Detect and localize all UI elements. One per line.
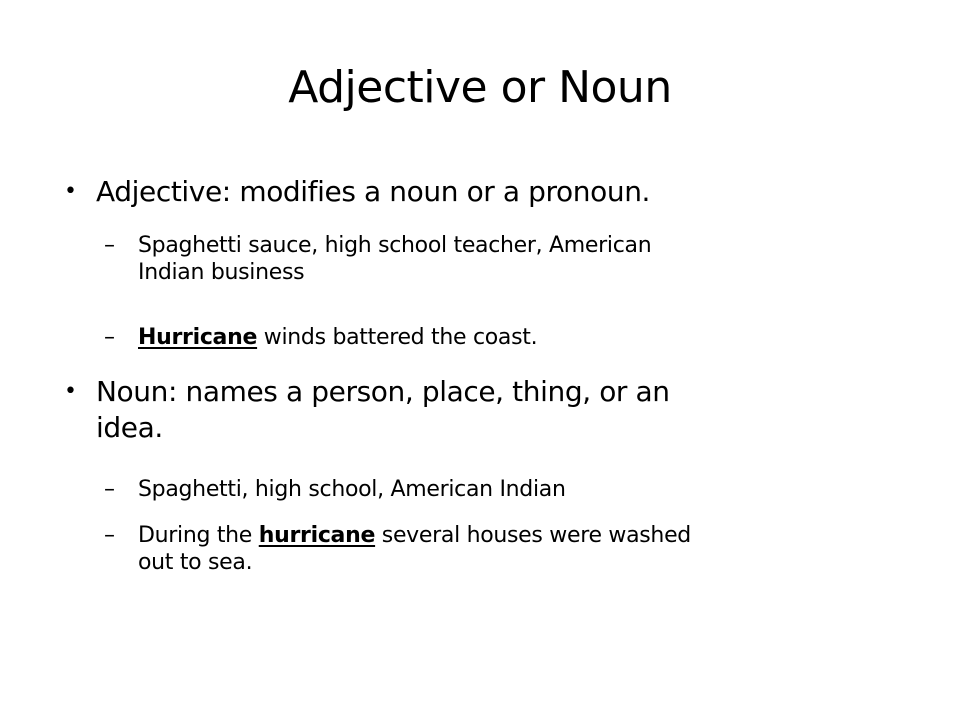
sub-bullet-adjective-sentence <box>104 324 858 351</box>
bullet-marker: • <box>64 379 77 404</box>
sub-bullet-line: out to sea. <box>138 550 253 575</box>
slide-title: Adjective or Noun <box>288 62 672 113</box>
sub-bullet-marker: – <box>104 325 115 350</box>
emphasized-word: hurricane <box>258 523 376 548</box>
sub-bullet-marker: – <box>104 477 115 502</box>
sub-bullet-text: Spaghetti, high school, American Indian <box>138 477 566 502</box>
bullet-marker: • <box>64 179 77 204</box>
bullet-text-line: idea. <box>96 411 163 444</box>
sub-bullet-marker: – <box>104 233 115 258</box>
sub-bullet-text: During the <box>138 523 259 548</box>
sub-bullet-noun-sentence <box>104 522 858 576</box>
bullet-adjective <box>64 174 836 210</box>
sub-bullet-line: Spaghetti sauce, high school teacher, American <box>138 233 652 258</box>
bullet-text-line: Noun: names a person, place, thing, or an <box>96 375 670 408</box>
bullet-text: Adjective: modifies a noun or a pronoun. <box>96 175 651 208</box>
emphasized-word: Hurricane <box>138 325 258 350</box>
sub-bullet-line: Indian business <box>138 260 305 285</box>
sub-bullet-adjective-examples <box>104 232 858 286</box>
sub-bullet-marker: – <box>104 523 115 548</box>
sub-bullet-text: several houses were washed <box>375 523 691 548</box>
sub-bullet-text: winds battered the coast. <box>257 325 538 350</box>
sub-bullet-noun-examples <box>104 476 858 503</box>
bullet-noun <box>64 374 836 446</box>
